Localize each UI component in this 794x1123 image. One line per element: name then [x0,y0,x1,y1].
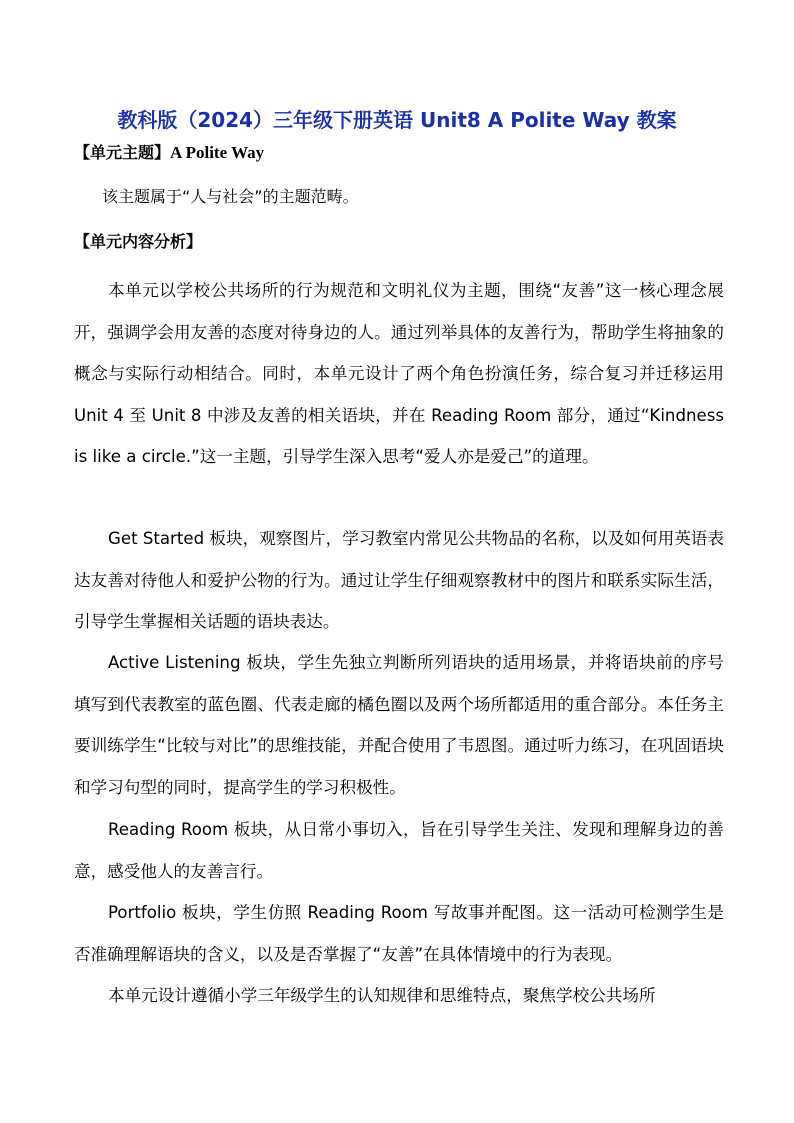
content-analysis-heading: 【单元内容分析】 [74,232,203,251]
unit-theme-description: 该主题属于“人与社会”的主题范畴。 [102,187,359,206]
document-title: 教科版（2024）三年级下册英语 Unit8 A Polite Way 教案 [117,108,677,132]
unit-theme-label: 【单元主题】 [74,143,171,162]
unit-theme-value: A Polite Way [170,143,265,162]
paragraph-get-started: Get Started 板块，观察图片，学习教室内常见公共物品的名称，以及如何用英语表达友善对待他人和爱护公物的行为。通过让学生仔细观察教材中的图片和联系实际生活，引导学生掌握相关话题的语块表达。 [74,529,724,631]
paragraph-portfolio: Portfolio 板块，学生仿照 Reading Room 写故事并配图。这一活动可检测学生是否准确理解语块的含义，以及是否掌握了“友善”在具体情境中的行为表现。 [74,903,724,964]
paragraph-overview: 本单元以学校公共场所的行为规范和文明礼仪为主题，围绕“友善”这一核心理念展开，强调学会用友善的态度对待身边的人。通过列举具体的友善行为，帮助学生将抽象的概念与实际行动相结合。同时，本单元设计了两个角色扮演任务，综合复习并迁移运用Unit 4 至 Unit 8 中涉及友善的相关语块，并在 Reading Room 部分，通过“Kindness is like a circle.”这一主题，引导学生深入思考“爱人亦是爱己”的道理。 [74,281,724,466]
paragraph-reading-room: Reading Room 板块，从日常小事切入，旨在引导学生关注、发现和理解身边的善意，感受他人的友善言行。 [74,820,724,881]
unit-theme-heading [74,140,264,163]
paragraph-design: 本单元设计遵循小学三年级学生的认知规律和思维特点，聚焦学校公共场所 [108,986,656,1005]
paragraph-active-listening: Active Listening 板块，学生先独立判断所列语块的适用场景，并将语块前的序号填写到代表教室的蓝色圈、代表走廊的橘色圈以及两个场所都适用的重合部分。本任务主要训练学生“比较与对比”的思维技能，并配合使用了韦恩图。通过听力练习，在巩固语块和学习句型的同时，提高学生的学习积极性。 [74,653,724,797]
